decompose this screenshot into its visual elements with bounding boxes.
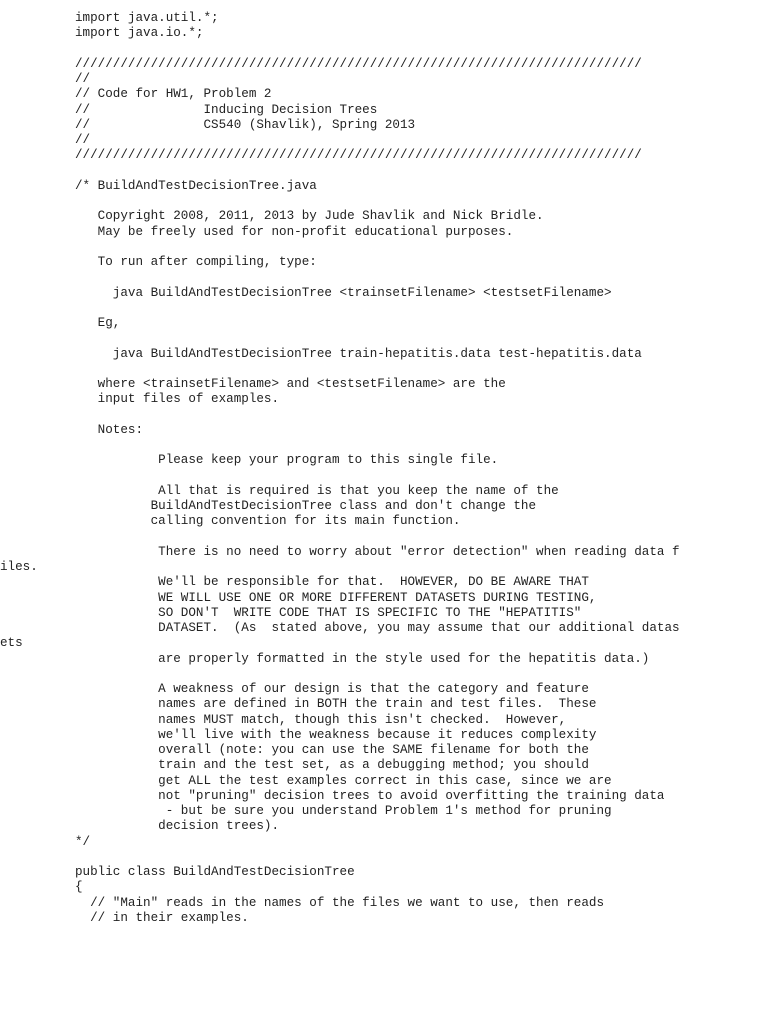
code-line: /////////////////////////////////////////////////////////////////////////// — [75, 148, 642, 163]
code-line: DATASET. (As stated above, you may assume that our additional datas — [75, 621, 680, 635]
code-line: // Code for HW1, Problem 2 — [75, 87, 272, 102]
code-line: // CS540 (Shavlik), Spring 2013 — [75, 117, 416, 132]
code-line: May be freely used for non-profit educational purposes. — [75, 224, 514, 239]
blank-line — [75, 438, 680, 453]
code-line: SO DON'T WRITE CODE THAT IS SPECIFIC TO THE "HEPATITIS" — [75, 605, 582, 620]
code-line: decision trees). — [75, 819, 280, 834]
code-line: train and the test set, as a debugging method; you should — [75, 758, 589, 773]
code-line: // in their examples. — [75, 910, 249, 925]
blank-line — [75, 164, 680, 179]
blank-line — [75, 530, 680, 545]
blank-line — [75, 362, 680, 377]
code-line: not "pruning" decision trees to avoid overfitting the training data — [75, 788, 665, 803]
code-line: - but be sure you understand Problem 1's method for pruning — [75, 804, 612, 818]
code-line: */ — [75, 834, 91, 849]
code-line: public class BuildAndTestDecisionTree — [75, 865, 355, 879]
code-line: get ALL the test examples correct in this case, since we are — [75, 773, 612, 788]
code-line: where <trainsetFilename> and <testsetFilename> are the — [75, 377, 506, 391]
blank-line — [75, 667, 680, 682]
code-line: input files of examples. — [75, 392, 280, 407]
code-line: ets — [0, 636, 23, 651]
code-line: java BuildAndTestDecisionTree <trainsetFilename> <testsetFilename> — [75, 285, 612, 300]
blank-line — [75, 850, 680, 865]
code-line: There is no need to worry about "error detection" when reading data f — [75, 544, 680, 559]
code-line: All that is required is that you keep the name of the — [75, 483, 559, 498]
blank-line — [75, 42, 680, 57]
code-line: iles. — [0, 560, 38, 574]
blank-line — [75, 469, 680, 484]
code-line: we'll live with the weakness because it reduces complexity — [75, 727, 597, 742]
code-line: { — [75, 880, 83, 895]
code-line: Notes: — [75, 422, 144, 437]
blank-line — [75, 194, 680, 209]
blank-line — [75, 301, 680, 316]
code-line: /* BuildAndTestDecisionTree.java — [75, 178, 317, 193]
code-line: A weakness of our design is that the category and feature — [75, 682, 589, 696]
blank-line — [75, 240, 680, 255]
blank-line — [75, 408, 680, 423]
code-line: // "Main" reads in the names of the files we want to use, then reads — [75, 895, 605, 910]
code-line: WE WILL USE ONE OR MORE DIFFERENT DATASETS DURING TESTING, — [75, 590, 597, 605]
code-line: java BuildAndTestDecisionTree train-hepatitis.data test-hepatitis.data — [75, 346, 642, 361]
code-line: /////////////////////////////////////////////////////////////////////////// — [75, 56, 642, 71]
code-line: calling convention for its main function. — [75, 514, 461, 529]
code-line: // — [75, 72, 91, 86]
code-line: // — [75, 133, 91, 147]
code-line: Eg, — [75, 316, 121, 330]
code-line: Copyright 2008, 2011, 2013 by Jude Shavlik and Nick Bridle. — [75, 209, 544, 224]
blank-line — [75, 331, 680, 346]
code-line: import java.io.*; — [75, 26, 204, 41]
code-line: We'll be responsible for that. HOWEVER, DO BE AWARE THAT — [75, 575, 589, 590]
code-line: import java.util.*; — [75, 11, 219, 25]
code-line: are properly formatted in the style used for the hepatitis data.) — [75, 651, 650, 666]
code-line: names MUST match, though this isn't checked. However, — [75, 712, 567, 727]
code-line: BuildAndTestDecisionTree class and don't change the — [75, 499, 537, 513]
code-line: Please keep your program to this single file. — [75, 453, 499, 468]
code-line: names are defined in BOTH the train and test files. These — [75, 697, 597, 712]
code-line: overall (note: you can use the SAME filename for both the — [75, 743, 589, 757]
blank-line — [75, 270, 680, 285]
code-line: // Inducing Decision Trees — [75, 102, 378, 117]
source-code-listing — [0, 11, 680, 926]
code-line: To run after compiling, type: — [75, 255, 317, 269]
